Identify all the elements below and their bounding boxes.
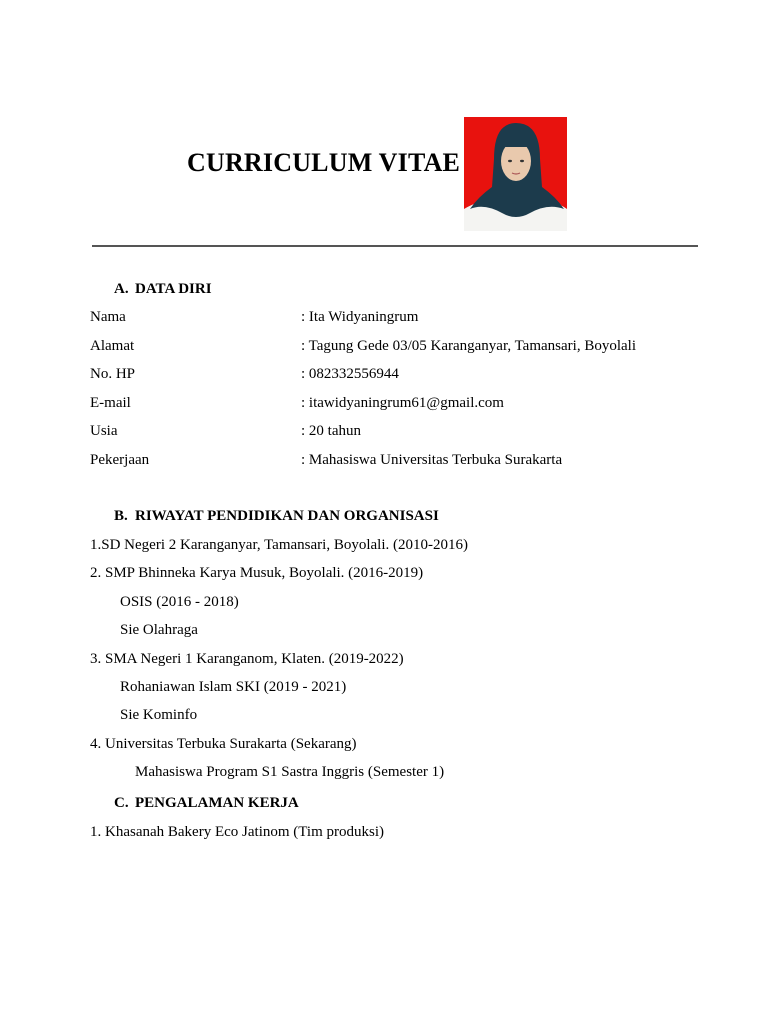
row-value: : Tagung Gede 03/05 Karanganyar, Tamansari, Boyolali (301, 338, 636, 354)
section-b-letter: B. (114, 508, 128, 524)
section-b-heading (114, 508, 439, 525)
row-label: E-mail (90, 395, 131, 411)
education-item: 3. SMA Negeri 1 Karanganom, Klaten. (2019-2022) (90, 651, 404, 667)
data-row-alamat (90, 338, 636, 355)
row-value: : Mahasiswa Universitas Terbuka Surakarta (301, 452, 563, 468)
section-a-title: DATA DIRI (135, 281, 212, 297)
row-label: Nama (90, 309, 126, 325)
row-label: Alamat (90, 338, 135, 354)
data-row-usia (90, 423, 361, 440)
profile-photo (464, 117, 567, 231)
section-a-letter: A. (114, 281, 129, 297)
organization-item: OSIS (2016 - 2018) (120, 594, 239, 610)
section-b-title: RIWAYAT PENDIDIKAN DAN ORGANISASI (135, 508, 439, 524)
organization-item: Mahasiswa Program S1 Sastra Inggris (Semester 1) (135, 764, 445, 780)
row-value: : Ita Widyaningrum (301, 309, 419, 325)
row-label: Pekerjaan (90, 452, 150, 468)
header-divider (92, 245, 698, 247)
person-portrait-icon (464, 117, 567, 231)
section-c-heading (114, 795, 299, 812)
section-a-heading (114, 281, 212, 298)
row-value: : itawidyaningrum61@gmail.com (301, 395, 504, 411)
data-row-phone (90, 366, 399, 383)
row-value: : 20 tahun (301, 423, 361, 439)
row-value: : 082332556944 (301, 366, 399, 382)
row-label: Usia (90, 423, 118, 439)
data-row-nama (90, 309, 419, 326)
row-label: No. HP (90, 366, 136, 382)
education-item: 4. Universitas Terbuka Surakarta (Sekarang) (90, 736, 357, 752)
organization-item: Sie Olahraga (120, 622, 198, 638)
data-row-pekerjaan (90, 452, 563, 469)
education-item: 2. SMP Bhinneka Karya Musuk, Boyolali. (2016-2019) (90, 565, 424, 581)
organization-item: Sie Kominfo (120, 707, 198, 723)
education-item: 1.SD Negeri 2 Karanganyar, Tamansari, Boyolali. (2010-2016) (90, 537, 468, 553)
data-row-email (90, 395, 504, 412)
work-experience-item: 1. Khasanah Bakery Eco Jatinom (Tim produksi) (90, 824, 384, 840)
section-c-letter: C. (114, 795, 129, 811)
page-title: CURRICULUM VITAE (187, 148, 461, 177)
section-c-title: PENGALAMAN KERJA (135, 795, 299, 811)
organization-item: Rohaniawan Islam SKI (2019 - 2021) (120, 679, 347, 695)
